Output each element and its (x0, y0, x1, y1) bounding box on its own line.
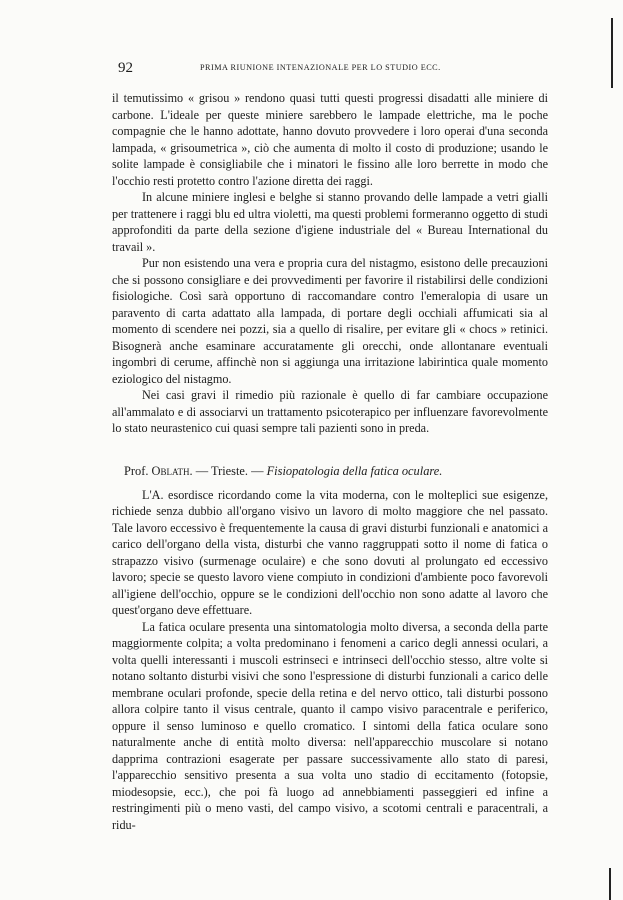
paragraph: La fatica oculare presenta una sintomatologia molto diversa, a seconda della parte maggiormente colpita; a volta predominano i fenomeni a carico degli annessi oculari, a volta quelli interessanti i muscoli estrinseci e intrinseci dell'occhio stesso, altre volte si notano soltanto disturbi visivi che sono l'espressione di disturbi funzionali a carico delle membrane oculari profonde, specie della retina e del nervo ottico, tali disturbi possono allora colpire tanto il visus centrale, quanto il campo visivo paracentrale e periferico, oppure il senso luminoso e quello cromatico. I sintomi della fatica oculare sono naturalmente anche di entità molto diversa: nell'apparecchio muscolare si notano dapprima contrazioni esagerate per passare successivamente allo stato di paresi, l'apparecchio sensitivo presenta a sua volta uno stadio di eccitamento (fotopsie, miodesopsie, ecc.), che poi fà luogo ad annebbiamenti passeggieri ed infine a restringimenti più o meno vasti, del campo visivo, a scotomi centrali e paracentrali, a ridu- (112, 619, 548, 832)
section-nystagmus-text (112, 90, 548, 437)
section-heading (124, 464, 548, 479)
heading-prefix: Prof. (124, 463, 152, 478)
heading-author: Oblath (151, 463, 190, 478)
scan-edge-mark-bottom (609, 868, 611, 900)
paragraph: In alcune miniere inglesi e belghe si stanno provando delle lampade a vetri gialli per trattenere i raggi blu ed ultra violetti, ma questi problemi formeranno oggetto di studi approfonditi da parte della sezione d'igiene industriale del « Bureau International du travail ». (112, 190, 548, 254)
scan-edge-mark-top (611, 18, 613, 88)
paragraph: il temutissimo « grisou » rendono quasi tutti questi progressi disadatti alle miniere di carbone. L'ideale per queste miniere sarebbero le lampade elettriche, ma le poche compagnie che le hanno adottate, hanno dovuto provvedere i loro operai d'una seconda lampada, « grisoumetrica », ciò che aumenta di molto il costo di produzione; usando le solite lampade è consigliabile che i minatori le fissino alle loro berrette in modo che l'occhio resti protetto contro l'azione diretta dei raggi. (112, 91, 548, 188)
paragraph: L'A. esordisce ricordando come la vita moderna, con le molteplici sue esigenze, richiede senza dubbio all'organo visivo un lavoro di molto maggiore che nel passato. Tale lavoro eccessivo è frequentemente la causa di gravi disturbi funzionali e anatomici a carico dell'organo della vista, disturbi che vanno raggruppati sotto il nome di fatica o strapazzo visivo (surmenage oculaire) e che sono dovuti al prolungato ed eccessivo lavoro; specie se questo lavoro viene compiuto in condizioni d'ambiente poco favorevoli all'igiene dell'occhio, oppure se le condizioni dell'occhio non sono adatte al lavoro che quest'organo deve effettuare. (112, 487, 548, 617)
running-head (112, 60, 548, 80)
paragraph: Nei casi gravi il rimedio più razionale è quello di far cambiare occupazione all'ammalato e di associarvi un trattamento psicoterapico per influenzare favorevolmente lo stato neurastenico cui quasi sempre tali pazienti sono in preda. (112, 388, 548, 435)
heading-place: . — Trieste. — (189, 463, 267, 478)
running-title: PRIMA RIUNIONE INTENAZIONALE PER LO STUDIO ECC. (200, 63, 441, 72)
section-eye-fatigue-text (112, 487, 548, 834)
paragraph: Pur non esistendo una vera e propria cura del nistagmo, esistono delle precauzioni che si possono consigliare e dei provvedimenti per favorire il ristabilirsi delle condizioni fisiologiche. Così sarà opportuno di raccomandare contro l'emeralopia di usare un paravento di carta adattato alla lampada, di portare degli occhiali affumicati sia al momento di scendere nei pozzi, sia a quello di risalire, per evitare gli « chocs » retinici. Bisognerà anche esaminare accuratamente gli orecchi, onde allontanare eventuali ingombri di cerume, affinchè non si aggiunga una irritazione labirintica quale momento eziologico del nistagmo. (112, 256, 548, 386)
document-page (112, 60, 548, 833)
heading-title: Fisiopatologia della fatica oculare. (266, 463, 443, 478)
page-number: 92 (118, 60, 133, 76)
